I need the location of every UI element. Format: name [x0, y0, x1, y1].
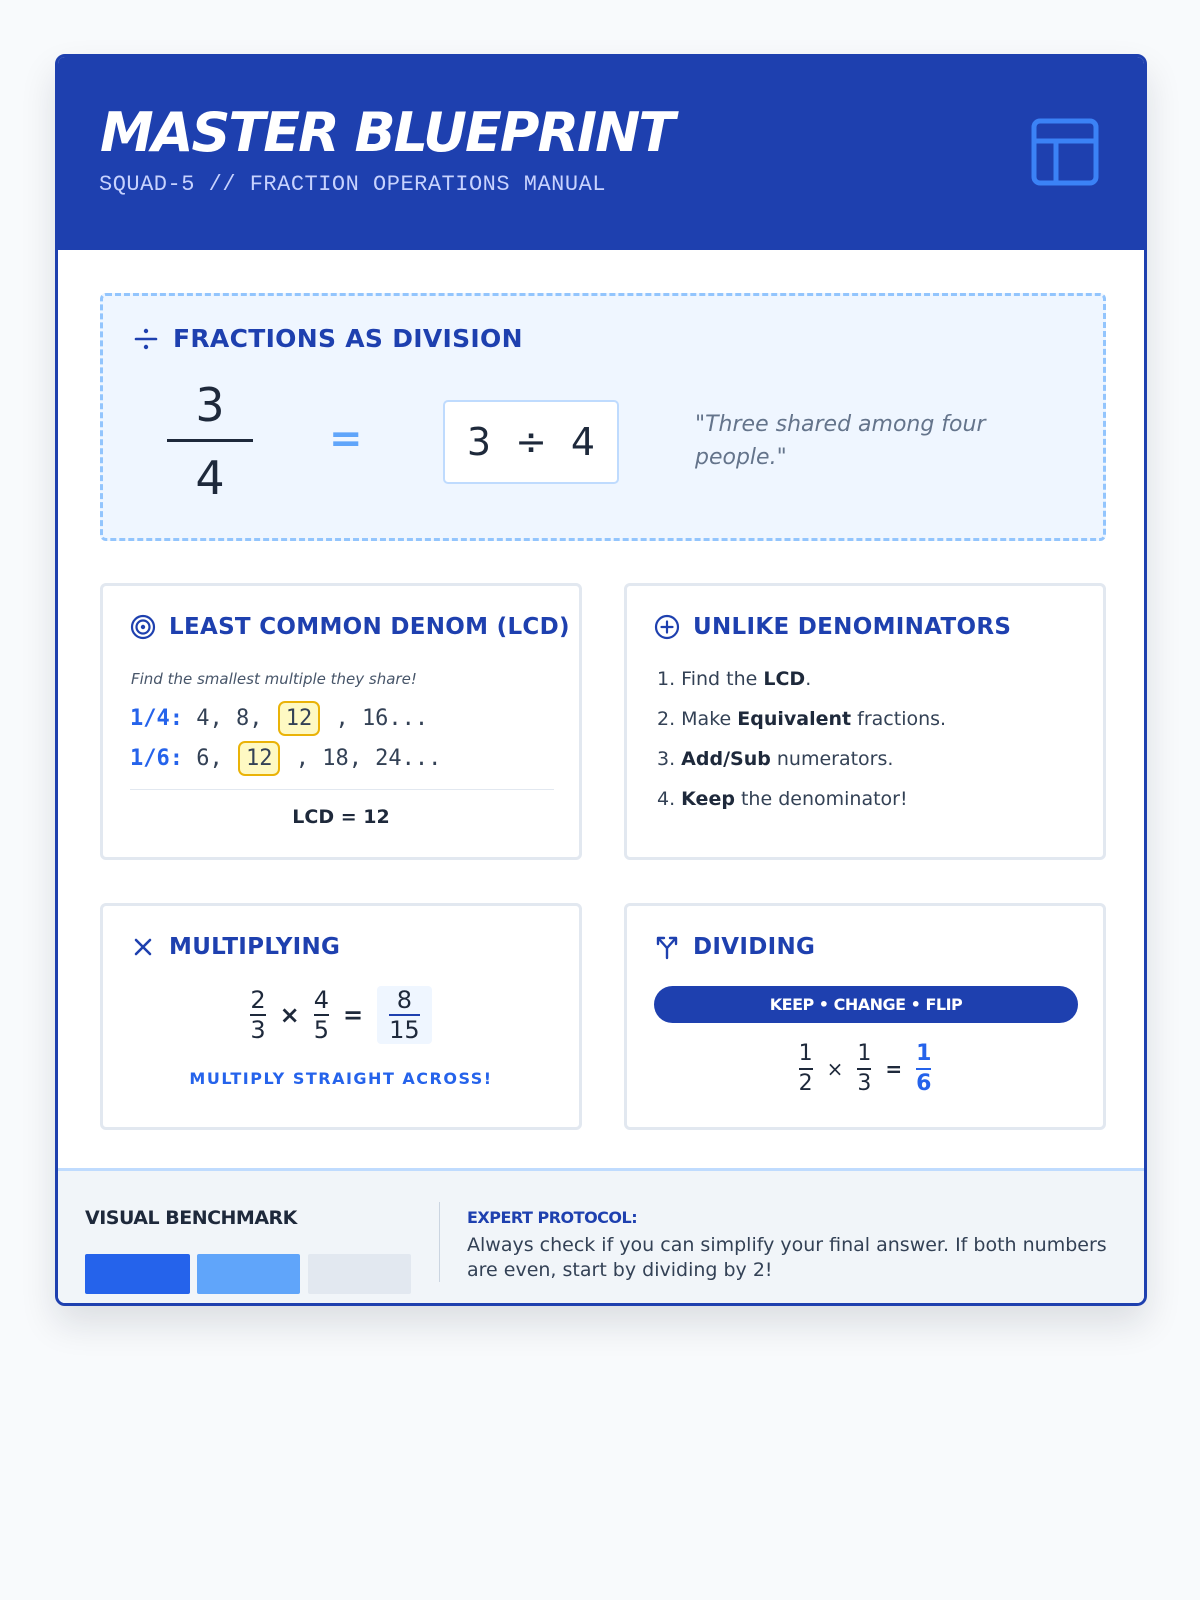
- operator: ×: [279, 1001, 300, 1029]
- multiplication-expression: [103, 986, 579, 1044]
- expr-right: 4: [570, 420, 596, 464]
- dividing-title-text: DIVIDING: [693, 934, 816, 960]
- divider: [130, 789, 554, 790]
- division-expression: [443, 400, 619, 484]
- answer-fraction: $\frac{8}{15}$: [377, 986, 432, 1044]
- divide-icon: [133, 326, 159, 352]
- fraction: $\frac{1}{2}$: [798, 1041, 813, 1096]
- operator: ×: [826, 1057, 844, 1081]
- lcd-highlight: 12: [278, 701, 321, 736]
- benchmark-label: VISUAL BENCHMARK: [85, 1207, 297, 1229]
- protocol-text: Always check if you can simplify your final answer. If both numbers are even, start by dividing by 2!: [467, 1234, 1107, 1281]
- page-subtitle: SQUAD-5 // FRACTION OPERATIONS MANUAL: [99, 172, 606, 197]
- header: [58, 57, 1144, 250]
- list-item: 4. Keep the denominator!: [657, 788, 908, 810]
- lcd-result: LCD = 12: [292, 806, 390, 828]
- benchmark-segment-filled: [197, 1254, 300, 1294]
- lcd-multiples: , 16...: [322, 705, 429, 731]
- list-item: 1. Find the LCD.: [657, 668, 812, 690]
- big-denominator: 4: [195, 451, 225, 505]
- lcd-multiples: , 18, 24...: [282, 745, 442, 771]
- expr-operator: ÷: [515, 420, 547, 464]
- list-item: 2. Make Equivalent fractions.: [657, 708, 947, 730]
- dividing-section-title: [654, 934, 815, 960]
- lcd-row-label: 1/4:: [130, 705, 183, 731]
- lcd-multiples: 6,: [182, 745, 236, 771]
- list-item: 3. Add/Sub numerators.: [657, 748, 894, 770]
- protocol-label: EXPERT PROTOCOL:: [467, 1208, 638, 1227]
- fraction-bar: [167, 439, 253, 442]
- unlike-section-title: [654, 614, 1011, 640]
- lcd-section: [100, 583, 582, 860]
- lcd-section-title: [130, 614, 570, 640]
- division-result-expression: [627, 1040, 1103, 1098]
- lcd-row-quarter: [130, 700, 428, 736]
- target-icon: [130, 614, 156, 640]
- divider: [439, 1202, 440, 1282]
- equals-sign: =: [329, 416, 363, 462]
- page-title: MASTER BLUEPRINT: [100, 101, 674, 164]
- lcd-row-label: 1/6:: [130, 745, 183, 771]
- answer-fraction: $\frac{1}{6}$: [916, 1041, 932, 1096]
- big-fraction: [167, 374, 253, 509]
- multiplying-title-text: MULTIPLYING: [169, 934, 341, 960]
- lcd-row-sixth: [130, 740, 441, 776]
- dividing-section: [624, 903, 1106, 1130]
- steps-list: [657, 664, 946, 824]
- benchmark-segment-filled: [85, 1254, 190, 1294]
- equals-sign: =: [885, 1057, 903, 1081]
- expr-left: 3: [466, 420, 492, 464]
- equals-sign: =: [343, 1001, 364, 1029]
- lcd-multiples: 4, 8,: [182, 705, 276, 731]
- lcd-title-text: LEAST COMMON DENOM (LCD): [169, 614, 570, 640]
- footer: [58, 1168, 1144, 1306]
- multiply-note: MULTIPLY STRAIGHT ACROSS!: [189, 1069, 493, 1088]
- unlike-denominators-section: [624, 583, 1106, 860]
- fractions-as-division-section: [100, 293, 1106, 541]
- multiplying-section: [100, 903, 582, 1130]
- division-section-title: [133, 324, 523, 353]
- multiplying-section-title: [130, 934, 340, 960]
- fraction: $\frac{1}{3}$: [857, 1041, 872, 1096]
- keep-change-flip-pill: KEEP • CHANGE • FLIP: [654, 986, 1078, 1023]
- fraction: $\frac{4}{5}$: [313, 986, 329, 1044]
- division-quote: "Three shared among four people.": [695, 412, 986, 470]
- blueprint-card: [55, 54, 1147, 1306]
- benchmark-segment-empty: [308, 1254, 411, 1294]
- lcd-hint: Find the smallest multiple they share!: [131, 670, 417, 688]
- lcd-highlight: 12: [238, 741, 281, 776]
- unlike-title-text: UNLIKE DENOMINATORS: [693, 614, 1012, 640]
- plus-circle-icon: [654, 614, 680, 640]
- big-numerator: 3: [195, 378, 225, 432]
- split-arrows-icon: [654, 934, 680, 960]
- division-title-text: FRACTIONS AS DIVISION: [173, 324, 523, 353]
- layout-icon: [1031, 118, 1099, 186]
- times-icon: [130, 934, 156, 960]
- fraction: $\frac{2}{3}$: [250, 986, 266, 1044]
